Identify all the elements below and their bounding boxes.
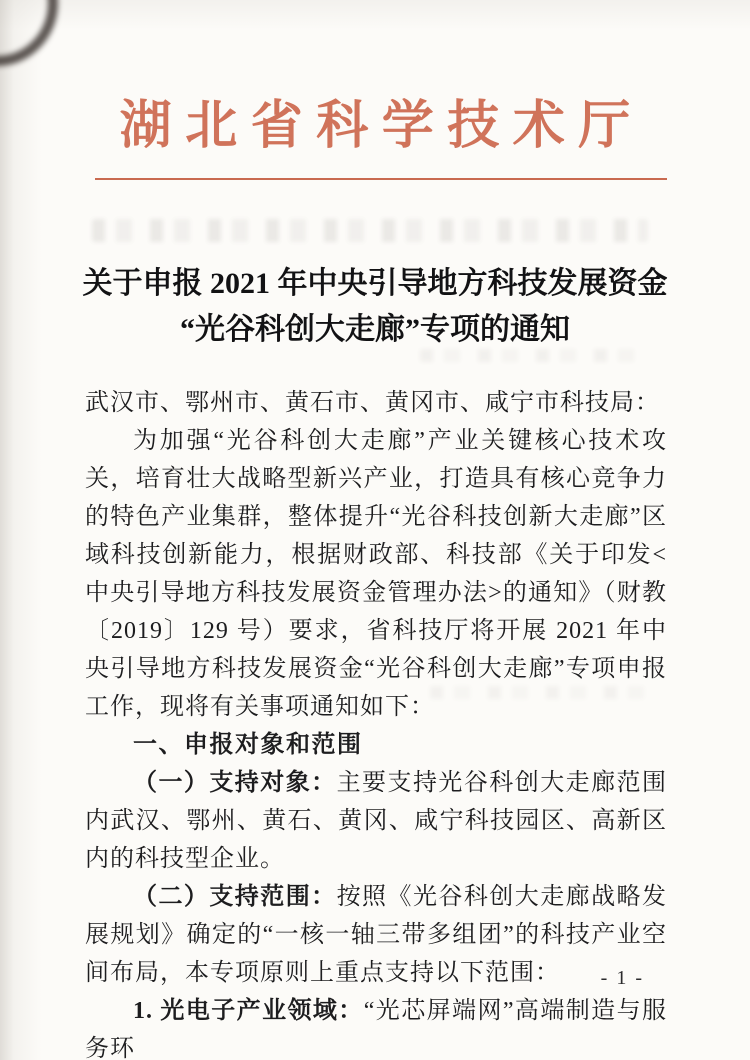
bleed-through-artifact bbox=[430, 686, 645, 699]
letterhead-divider-rule bbox=[95, 178, 667, 180]
document-title bbox=[0, 261, 750, 353]
document-body bbox=[85, 384, 667, 1060]
paragraph-text: “光芯屏端网”高端制造与服务环 bbox=[85, 998, 668, 1060]
paragraph-text: 为加强“光谷科创大走廊”产业关键核心技术攻关，培育壮大战略型新兴产业，打造具有核心竞争力的特色产业集群，整体提升“光谷科技创新大走廊”区域科技创新能力，根据财政部、科技部《关于印发<中央引导地方科技发展资金管理办法>的通知》（财教〔2019〕129 号）要求，省科技厅将开展 2021 年中央引导地方科技发展资金“光谷科创大走廊”专项申报工作，现将有关事项通知如下： bbox=[85, 428, 667, 720]
body-paragraph bbox=[85, 764, 667, 878]
body-paragraph bbox=[85, 878, 667, 992]
body-paragraph bbox=[85, 422, 667, 726]
bleed-through-artifact bbox=[92, 219, 648, 242]
section-heading-text: 一、申报对象和范围 bbox=[133, 731, 363, 758]
bleed-through-artifact bbox=[420, 349, 645, 362]
paragraph-text: 按照《光谷科创大走廊战略发展规划》确定的“一核一轴三带多组团”的科技产业空间布局，本专项原则上重点支持以下范围： bbox=[85, 884, 668, 986]
paragraph-lead: 1. 光电子产业领域： bbox=[133, 998, 364, 1024]
letterhead: 湖北省科学技术厅 bbox=[119, 98, 644, 155]
page-number: - 1 - bbox=[600, 967, 644, 989]
paragraph-lead: （一）支持对象： bbox=[133, 770, 337, 796]
document-title-line1: 关于申报 2021 年中央引导地方科技发展资金 bbox=[82, 267, 668, 300]
paragraph-lead: （二）支持范围： bbox=[133, 884, 337, 910]
section-heading bbox=[85, 726, 667, 764]
recipient-line: 武汉市、鄂州市、黄石市、黄冈市、咸宁市科技局： bbox=[85, 390, 660, 416]
paragraph-text: 主要支持光谷科创大走廊范围内武汉、鄂州、黄石、黄冈、咸宁科技园区、高新区内的科技型企业。 bbox=[85, 770, 668, 872]
body-paragraph bbox=[85, 992, 667, 1060]
document-title-line2: “光谷科创大走廊”专项的通知 bbox=[180, 313, 570, 346]
scan-edge-artifact bbox=[0, 0, 58, 66]
